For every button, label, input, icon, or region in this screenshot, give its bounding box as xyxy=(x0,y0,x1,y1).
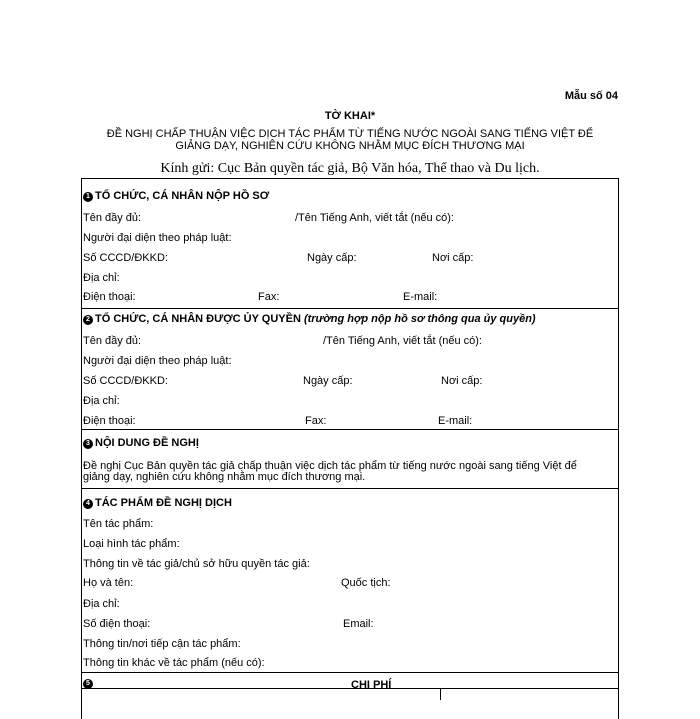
s2-legal-rep: Người đại diện theo pháp luật: xyxy=(83,355,232,367)
form-number: Mẫu số 04 xyxy=(564,90,618,102)
section-number-icon: 2 xyxy=(83,315,93,325)
s4-full-name: Họ và tên: xyxy=(83,577,134,589)
section2-title-note: (trường hợp nộp hồ sơ thông qua ủy quyền) xyxy=(303,313,536,325)
s2-address: Địa chỉ: xyxy=(83,395,120,407)
section3-header xyxy=(83,437,199,449)
section-divider xyxy=(81,672,618,673)
s4-author-info: Thông tin về tác giả/chủ sở hữu quyền tác giả: xyxy=(83,558,310,570)
s1-address: Địa chỉ: xyxy=(83,272,120,284)
s4-access-info: Thông tin/nơi tiếp cận tác phẩm: xyxy=(83,638,241,650)
section-number-icon: 4 xyxy=(83,499,93,509)
s4-address: Địa chỉ: xyxy=(83,598,120,610)
s2-issue-date: Ngày cấp: xyxy=(303,375,353,387)
s1-id-no: Số CCCD/ĐKKD: xyxy=(83,252,168,264)
s2-fax: Fax: xyxy=(305,415,327,427)
section2-title: TỔ CHỨC, CÁ NHÂN ĐƯỢC ỦY QUYỀN xyxy=(95,313,301,325)
s2-issue-place: Nơi cấp: xyxy=(441,375,483,387)
section5-number xyxy=(83,677,95,689)
form-heading-line2: GIẢNG DẠY, NGHIÊN CỨU KHÔNG NHẰM MỤC ĐÍCH THƯƠNG MẠI xyxy=(175,140,525,152)
section1-header xyxy=(83,190,269,202)
section-divider xyxy=(81,308,618,309)
section4-header xyxy=(83,497,232,509)
s2-english-name: /Tên Tiếng Anh, viết tắt (nếu có): xyxy=(323,335,482,347)
s3-request-text: Đề nghị Cục Bản quyền tác giả chấp thuận việc dịch tác phẩm từ tiếng nước ngoài sang tiếng Việt để giảng dạy, nghiên cứu không nhằm mục đích thương mại. xyxy=(83,460,577,483)
form-heading-line1: ĐỀ NGHỊ CHẤP THUẬN VIỆC DỊCH TÁC PHẨM TỪ TIẾNG NƯỚC NGOÀI SANG TIẾNG VIỆT ĐỂ xyxy=(106,128,594,140)
section-number-icon: 3 xyxy=(83,439,93,449)
section4-title: TÁC PHẨM ĐỀ NGHỊ DỊCH xyxy=(95,497,232,509)
s4-email: Email: xyxy=(343,618,374,630)
cost-column-divider xyxy=(440,688,441,700)
s2-email: E-mail: xyxy=(438,415,473,427)
section-divider xyxy=(81,688,618,689)
section2-header xyxy=(83,313,536,325)
s1-full-name: Tên đầy đủ: xyxy=(83,212,142,224)
section5-title: CHI PHÍ xyxy=(351,679,392,691)
s2-id-no: Số CCCD/ĐKKD: xyxy=(83,375,168,387)
section1-title: TỔ CHỨC, CÁ NHÂN NỘP HỒ SƠ xyxy=(95,190,270,202)
section-number-icon: 5 xyxy=(83,679,93,689)
s1-phone: Điện thoại: xyxy=(83,291,136,303)
s4-nationality: Quốc tịch: xyxy=(341,577,391,589)
s1-legal-rep: Người đại diện theo pháp luật: xyxy=(83,232,232,244)
s1-issue-place: Nơi cấp: xyxy=(432,252,474,264)
s4-other-info: Thông tin khác về tác phẩm (nếu có): xyxy=(83,657,265,669)
form-title: TỜ KHAI* xyxy=(324,110,376,122)
section-number-icon: 1 xyxy=(83,192,93,202)
s2-phone: Điện thoại: xyxy=(83,415,136,427)
s4-phone: Số điện thoại: xyxy=(83,618,151,630)
section-divider xyxy=(81,429,618,430)
section-divider xyxy=(81,488,618,489)
s1-issue-date: Ngày cấp: xyxy=(307,252,357,264)
s1-english-name: /Tên Tiếng Anh, viết tắt (nếu có): xyxy=(295,212,454,224)
s4-work-type: Loại hình tác phẩm: xyxy=(83,538,180,550)
s1-fax: Fax: xyxy=(258,291,280,303)
s4-work-name: Tên tác phẩm: xyxy=(83,518,154,530)
s1-email: E-mail: xyxy=(403,291,438,303)
section3-title: NỘI DUNG ĐỀ NGHỊ xyxy=(95,437,199,449)
recipient-line: Kính gửi: Cục Bản quyền tác giả, Bộ Văn hóa, Thể thao và Du lịch. xyxy=(160,161,540,176)
s2-full-name: Tên đầy đủ: xyxy=(83,335,142,347)
